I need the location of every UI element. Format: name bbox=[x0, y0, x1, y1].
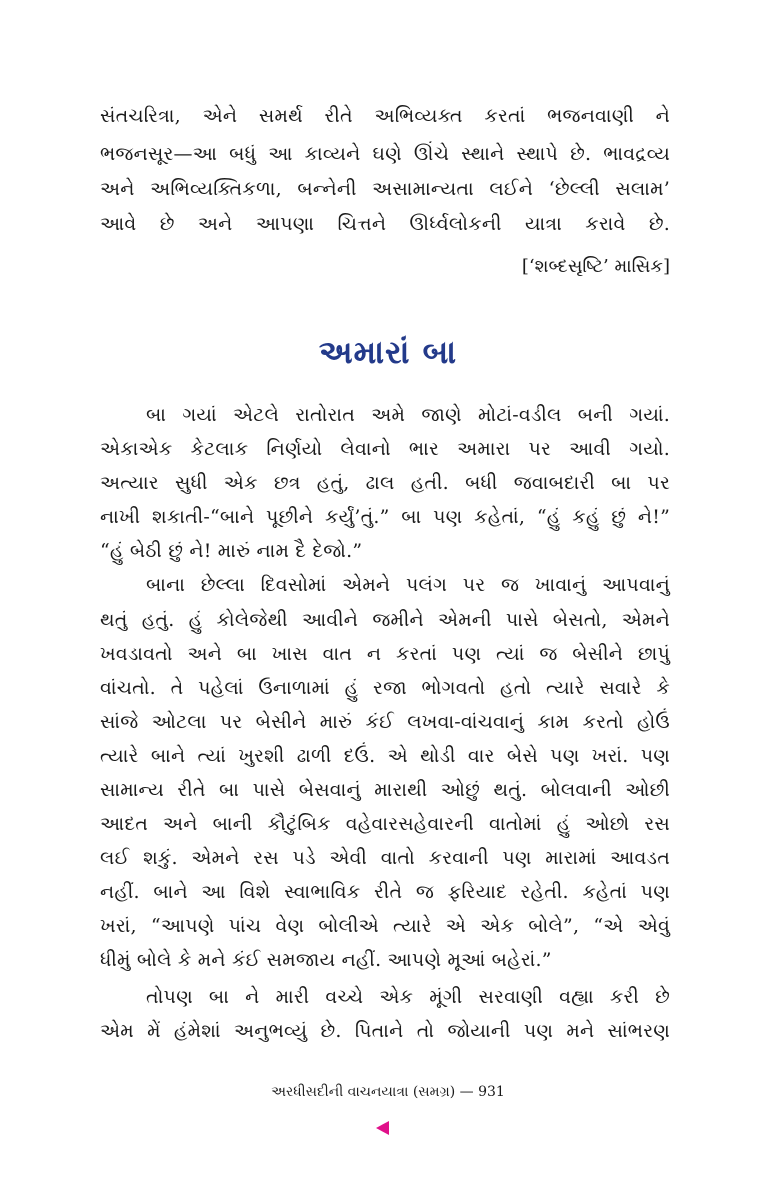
text-line: “હું બેઠી છું ને! મારું નામ દૈ દેજો.” bbox=[100, 540, 363, 562]
text-line: ધીમું બોલે કે મને કંઈ સમજાય નહીં. આપણે મૂઆં બહેરાં.” bbox=[100, 949, 552, 971]
text-line: નાખી શકાતી-“બાને પૂછીને કર્યું’તું.” બા પણ કહેતાં, “હું કહું છું ને!” bbox=[100, 506, 670, 528]
text-line: થતું હતું. હું કોલેજેથી આવીને જમીને એમની પાસે બેસતો, એમને bbox=[100, 609, 670, 631]
text-line: બાના છેલ્લા દિવસોમાં એમને પલંગ પર જ ખાવાનું આપવાનું bbox=[146, 574, 670, 596]
source-citation: [‘શબ્દસૃષ્ટિ’ માસિક] bbox=[521, 256, 670, 277]
text-line: એકાએક કેટલાક નિર્ણયો લેવાનો ભાર અમારા પર આવી ગયો. bbox=[100, 438, 670, 460]
text-line: બા ગયાં એટલે રાતોરાત અમે જાણે મોટાં-વડીલ બની ગયાં. bbox=[146, 404, 670, 426]
chapter-title: અમારાં બા bbox=[318, 333, 458, 371]
text-line: એમ મેં હંમેશાં અનુભવ્યું છે. પિતાને તો જોયાની પણ મને સાંભરણ bbox=[100, 1020, 670, 1042]
text-line: સામાન્ય રીતે બા પાસે બેસવાનું મારાથી ઓછું થતું. બોલવાની ઓછી bbox=[100, 779, 670, 801]
page-footer: અરધીસદીની વાચનયાત્રા (સમગ્ર) — 931 bbox=[271, 1084, 505, 1100]
text-line: ખરાં, “આપણે પાંચ વેણ બોલીએ ત્યારે એ એક બોલે”, “એ એવું bbox=[100, 915, 670, 937]
text-line: તોપણ બા ને મારી વચ્ચે એક મૂંગી સરવાણી વહ્યા કરી છે bbox=[146, 986, 670, 1008]
text-line: ભજનસૂર—આ બધું આ કાવ્યને ઘણે ઊંચે સ્થાને સ્થાપે છે. ભાવદ્રવ્ય bbox=[100, 143, 670, 165]
text-line: સંતચરિત્રા, એને સમર્થ રીતે અભિવ્યક્ત કરતાં ભજનવાણી ને bbox=[100, 105, 670, 127]
text-line: ત્યારે બાને ત્યાં ખુરશી ઢાળી દઉં. એ થોડી વાર બેસે પણ ખરાં. પણ bbox=[100, 745, 670, 767]
text-line: ખવડાવતો અને બા ખાસ વાત ન કરતાં પણ ત્યાં જ બેસીને છાપું bbox=[100, 643, 670, 665]
text-line: નહીં. બાને આ વિશે સ્વાભાવિક રીતે જ ફરિયાદ રહેતી. કહેતાં પણ bbox=[100, 881, 670, 903]
triangle-left-icon[interactable] bbox=[376, 1121, 389, 1135]
text-line: આદત અને બાની કૌટુંબિક વહેવારસહેવારની વાતોમાં હું ઓછો રસ bbox=[100, 813, 670, 835]
text-line: અત્યાર સુધી એક છત્ર હતું, ઢાલ હતી. બધી જવાબદારી બા પર bbox=[100, 472, 670, 494]
text-line: આવે છે અને આપણા ચિત્તને ઊર્ધ્વલોકની યાત્રા કરાવે છે. bbox=[100, 213, 670, 235]
text-line: વાંચતો. તે પહેલાં ઉનાળામાં હું રજા ભોગવતો હતો ત્યારે સવારે કે bbox=[100, 677, 670, 699]
text-line: લઈ શકું. એમને રસ પડે એવી વાતો કરવાની પણ મારામાં આવડત bbox=[100, 847, 670, 869]
text-line: સાંજે ઓટલા પર બેસીને મારું કંઈ લખવા-વાંચવાનું કામ કરતો હોઉં bbox=[100, 711, 670, 733]
text-line: અને અભિવ્યક્તિકળા, બન્નેની અસામાન્યતા લઈને ‘છેલ્લી સલામ’ bbox=[100, 178, 670, 200]
